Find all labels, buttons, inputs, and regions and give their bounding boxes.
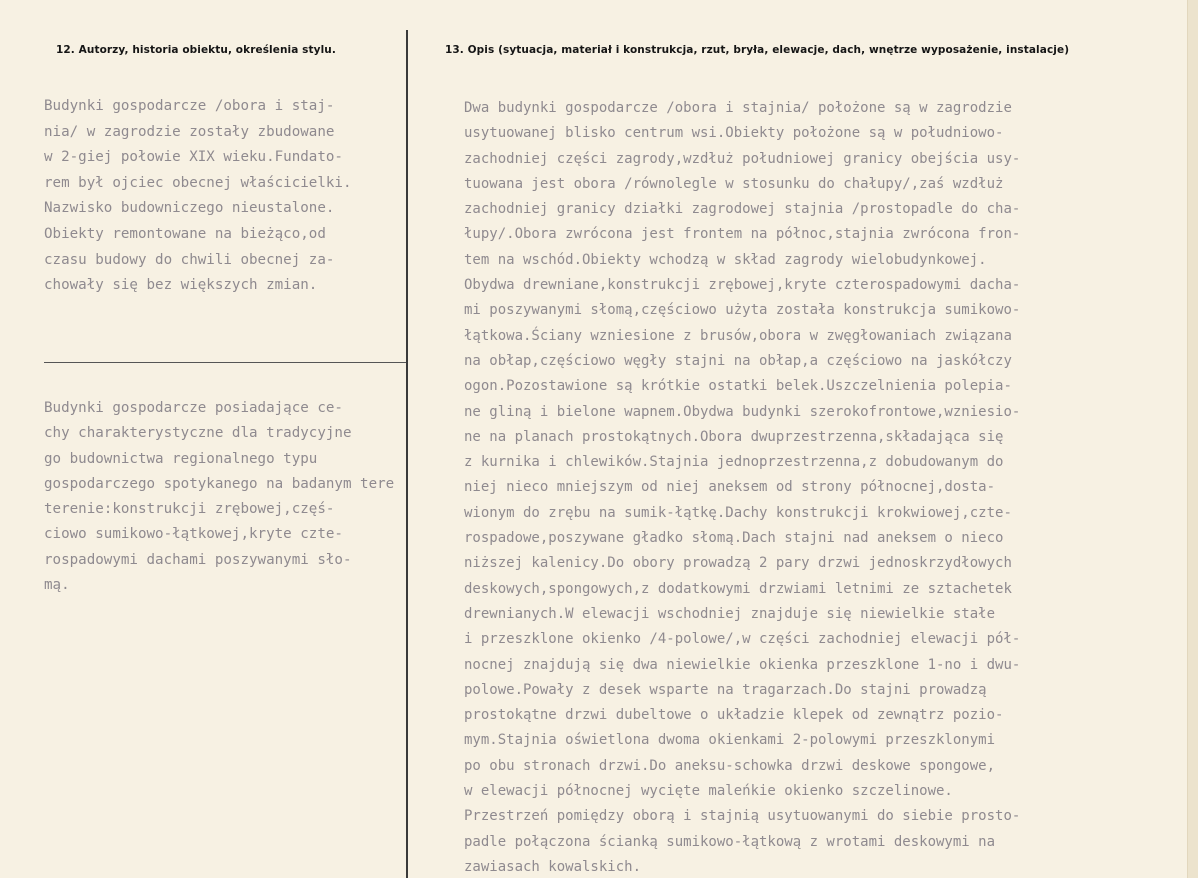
text-line: Budynki gospodarcze /obora i staj- (44, 98, 335, 114)
text-line: gospodarczego spotykanego na badanym tere (44, 475, 395, 492)
text-line: tem na wschód.Obiekty wchodzą w skład zagrody wielobudynkowej. (464, 251, 987, 268)
text-line: po obu stronach drzwi.Do aneksu-schowka drzwi deskowe spongowe, (464, 757, 996, 774)
text-line: Budynki gospodarcze posiadające ce- (44, 400, 343, 416)
text-line: Nazwisko budowniczego nieustalone. (44, 200, 335, 217)
text-line: ogon.Pozostawione są krótkie ostatki belek.Uszczelnienia polepia- (464, 378, 1012, 395)
text-line: na obłap,częściowo węgły stajni na obłap,a częściowo na jaskółczy (464, 352, 1012, 369)
text-line: tuowana jest obora /równolegle w stosunku do chałupy/,zaś wzdłuż (464, 175, 1004, 192)
text-line: niższej kalenicy.Do obory prowadzą 2 pary drzwi jednoskrzydłowych (464, 555, 1012, 572)
text-line: rem był ojciec obecnej właścicielki. (44, 174, 352, 191)
text-line: mą. (44, 577, 70, 594)
text-line: chy charakterystyczne dla tradycyjne (44, 425, 352, 442)
text-line: Obiekty remontowane na bieżąco,od (44, 225, 326, 242)
text-line: ne gliną i bielone wapnem.Obydwa budynki szerokofrontowe,wzniesio- (464, 403, 1021, 420)
section-12-header: 12. Autorzy, historia obiektu, określenia stylu. (56, 44, 336, 56)
section-divider (44, 362, 406, 363)
text-line: chowały się bez większych zmian. (44, 277, 318, 294)
style-text-block (44, 396, 394, 598)
text-line: zachodniej części zagrody,wzdłuż południowej granicy obejścia usy- (464, 150, 1021, 167)
text-line: drewnianych.W elewacji wschodniej znajduje się niewielkie stałe (464, 605, 996, 622)
text-line: usytuowanej blisko centrum wsi.Obiekty położone są w południowo- (464, 125, 1004, 142)
text-line: ciowo sumikowo-łątkowej,kryte czte- (44, 526, 343, 543)
text-line: z kurnika i chlewików.Stajnia jednoprzestrzenna,z dobudowanym do (464, 454, 1004, 471)
text-line: Przestrzeń pomiędzy oborą i stajnią usytuowanymi do siebie prosto- (464, 808, 1021, 825)
section-13-header: 13. Opis (sytuacja, materiał i konstrukcja, rzut, bryła, elewacje, dach, wnętrze wyposażenie, instalacje) (445, 44, 1070, 56)
text-line: polowe.Powały z desek wsparte na tragarzach.Do stajni prowadzą (464, 681, 987, 698)
text-line: ne na planach prostokątnych.Obora dwuprzestrzenna,składająca się (464, 428, 1004, 445)
text-line: prostokątne drzwi dubeltowe o układzie klepek od zewnątrz pozio- (464, 707, 1004, 724)
text-line: deskowych,spongowych,z dodatkowymi drzwiami letnimi ze sztachetek (464, 580, 1012, 597)
text-line: terenie:konstrukcji zrębowej,częś- (44, 501, 335, 518)
history-text-block (44, 94, 352, 299)
text-line: go budownictwa regionalnego typu (44, 450, 318, 467)
text-line: padle połączona ścianką sumikowo-łątkową z wrotami deskowymi na (464, 833, 996, 850)
text-line: łątkowa.Ściany wzniesione z brusów,obora w zwęgłowaniach związana (464, 327, 1012, 344)
description-text-block (464, 96, 1020, 878)
text-line: zawiasach kowalskich. (464, 858, 642, 875)
text-line: rospadowymi dachami poszywanymi sło- (44, 551, 352, 568)
text-line: rospadowe,poszywane gładko słomą.Dach stajni nad aneksem o nieco (464, 530, 1004, 547)
text-line: Dwa budynki gospodarcze /obora i stajnia/ położone są w zagrodzie (464, 100, 1012, 116)
text-line: mym.Stajnia oświetlona dwoma okienkami 2-polowymi przeszklonymi (464, 732, 996, 749)
text-line: wionym do zrębu na sumik-łątkę.Dachy konstrukcji krokwiowej,czte- (464, 504, 1012, 521)
text-line: i przeszklone okienko /4-polowe/,w części zachodniej elewacji pół- (464, 631, 1021, 648)
text-line: czasu budowy do chwili obecnej za- (44, 251, 335, 268)
text-line: nia/ w zagrodzie zostały zbudowane (44, 123, 335, 140)
page-edge (1187, 0, 1198, 878)
text-line: w 2-giej połowie XIX wieku.Fundato- (44, 149, 343, 166)
column-divider (406, 30, 408, 878)
text-line: Obydwa drewniane,konstrukcji zrębowej,kryte czterospadowymi dacha- (464, 277, 1021, 294)
text-line: niej nieco mniejszym od niej aneksem od strony północnej,dosta- (464, 479, 996, 496)
text-line: mi poszywanymi słomą,częściowo użyta została konstrukcja sumikowo- (464, 302, 1021, 319)
text-line: nocnej znajdują się dwa niewielkie okienka przeszklone 1-no i dwu- (464, 656, 1021, 673)
text-line: zachodniej granicy działki zagrodowej stajnia /prostopadle do cha- (464, 201, 1021, 218)
text-line: w elewacji północnej wycięte maleńkie okienko szczelinowe. (464, 783, 953, 800)
text-line: łupy/.Obora zwrócona jest frontem na północ,stajnia zwrócona fron- (464, 226, 1021, 243)
